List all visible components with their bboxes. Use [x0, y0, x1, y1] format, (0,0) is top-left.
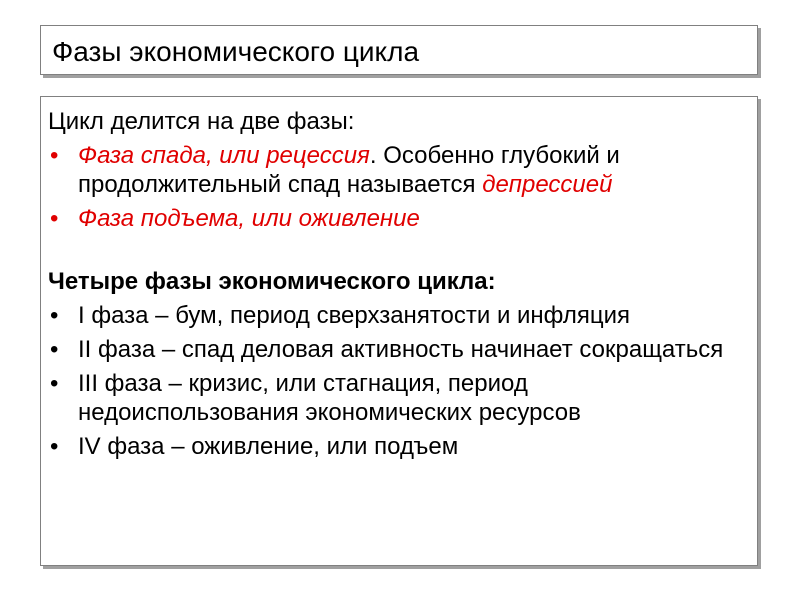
- title-box: [40, 25, 758, 75]
- list-item-recession: [48, 141, 748, 199]
- bullet-icon: •: [50, 433, 59, 460]
- list-item-phase-3: [48, 369, 748, 427]
- term-recession: Фаза спада, или рецессия: [78, 142, 370, 169]
- list-item-phase-4: [48, 432, 748, 461]
- bullet-icon: •: [50, 142, 59, 169]
- content-body: [48, 107, 748, 461]
- phase-2-text: II фаза – спад деловая активность начинает сокращаться: [78, 336, 724, 363]
- list-item-recovery: [48, 204, 748, 233]
- term-recovery: Фаза подъема, или оживление: [78, 205, 420, 232]
- phase-1-text: I фаза – бум, период сверхзанятости и инфляция: [78, 302, 631, 329]
- slide-title: Фазы экономического цикла: [52, 36, 420, 67]
- bullet-icon: •: [50, 370, 59, 397]
- phase-4-text: IV фаза – оживление, или подъем: [78, 433, 459, 460]
- bullet-icon: •: [50, 205, 59, 232]
- content-box: [40, 96, 758, 566]
- bullet-icon: •: [50, 302, 59, 329]
- intro-text: Цикл делится на две фазы:: [48, 108, 355, 135]
- recession-description: . Особенно глубокий и продолжительный спад называется: [78, 142, 620, 198]
- list-item-phase-2: [48, 335, 748, 364]
- list-item-phase-1: [48, 301, 748, 330]
- phase-3-text: III фаза – кризис, или стагнация, период недоиспользования экономических ресурсов: [78, 370, 581, 426]
- term-depression: депрессией: [482, 171, 613, 198]
- bullet-icon: •: [50, 336, 59, 363]
- four-phases-heading: Четыре фазы экономического цикла:: [48, 268, 496, 295]
